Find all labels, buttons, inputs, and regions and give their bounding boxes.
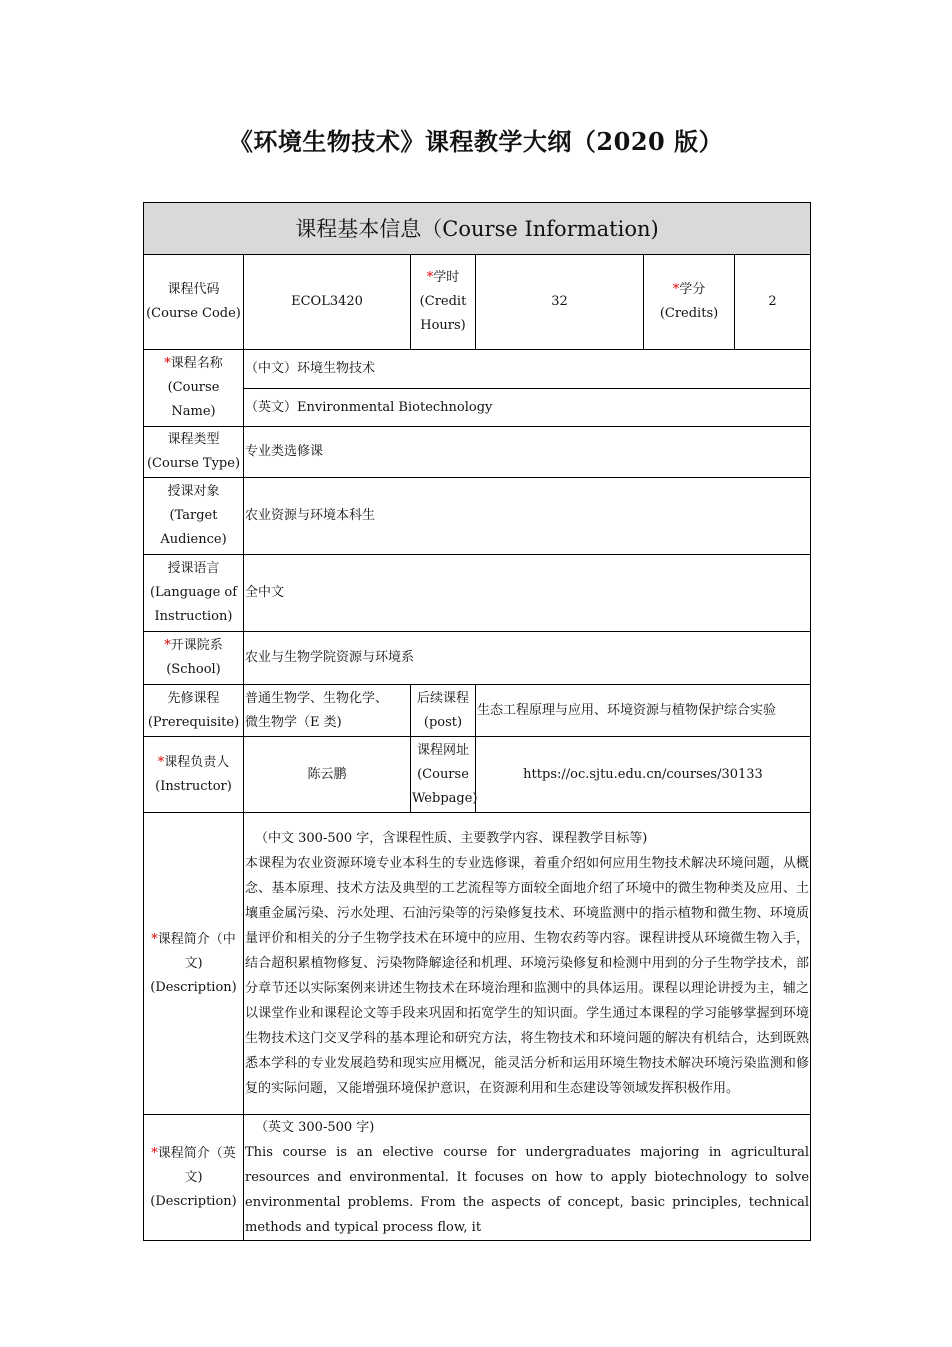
- language-label: 授课语言 (Language of Instruction): [144, 555, 244, 632]
- hours-value: 32: [476, 255, 644, 350]
- school-label: *开课院系 (School): [144, 632, 244, 685]
- webpage-link[interactable]: https://oc.sjtu.edu.cn/courses/30133: [476, 737, 811, 813]
- desc-en-label: *课程简介（英 文) (Description): [144, 1115, 244, 1241]
- desc-en-value: [244, 1115, 811, 1241]
- desc-en-hint: （英文 300-500 字): [255, 1120, 375, 1135]
- course-type-value: 专业类选修课: [244, 427, 811, 478]
- instructor-label: *课程负责人 (Instructor): [144, 737, 244, 813]
- desc-cn-text: 本课程为农业资源环境专业本科生的专业选修课，着重介绍如何应用生物技术解决环境问题，从概念、基本原理、技术方法及典型的工艺流程等方面较全面地介绍了环境中的微生物种类及应用、土壤重金属污染、污水处理、石油污染等的污染修复技术、环境监测中的指示植物和微生物、环境质量评价和相关的分子生物学技术在环境中的应用、生物农药等内容。课程讲授从环境微生物入手，结合超积累植物修复、污染物降解途径和机理、环境污染修复和检测中用到的分子生物学技术，部分章节还以实际案例来讲述生物技术在环境治理和监测中的具体运用。课程以理论讲授为主，辅之以课堂作业和课程论文等手段来巩固和拓宽学生的知识面。学生通过本课程的学习能够掌握到环境生物技术这门交叉学科的基本理论和研究方法，将生物技术和环境问题的解决有机结合，达到既熟悉本学科的专业发展趋势和现实应用概况，能灵活分析和运用环境生物技术解决环境污染监测和修复的实际问题，又能增强环境保护意识，在资源利用和生态建设等领域发挥积极作用。: [245, 856, 810, 1096]
- webpage-label: 课程网址 (Course Webpage): [411, 737, 476, 813]
- post-label: 后续课程 (post): [411, 685, 476, 737]
- post-value: 生态工程原理与应用、环境资源与植物保护综合实验: [476, 685, 811, 737]
- course-code-label: 课程代码 (Course Code): [144, 255, 244, 350]
- course-code-value: ECOL3420: [244, 255, 411, 350]
- instructor-value: 陈云鹏: [244, 737, 411, 813]
- section-header: 课程基本信息（Course Information): [144, 203, 811, 255]
- course-name-label: *课程名称 (Course Name): [144, 350, 244, 427]
- prerequisite-value: 普通生物学、生物化学、 微生物学（E 类): [244, 685, 411, 737]
- school-value: 农业与生物学院资源与环境系: [244, 632, 811, 685]
- hours-label: *学时 (Credit Hours): [411, 255, 476, 350]
- course-name-en: （英文）Environmental Biotechnology: [244, 389, 811, 427]
- desc-cn-value: [244, 813, 811, 1115]
- desc-cn-label: *课程简介（中 文) (Description): [144, 813, 244, 1115]
- prerequisite-label: 先修课程 (Prerequisite): [144, 685, 244, 737]
- desc-cn-hint: （中文 300-500 字，含课程性质、主要教学内容、课程教学目标等): [255, 831, 648, 846]
- document-title: 《环境生物技术》课程教学大纲（2020 版）: [228, 127, 724, 156]
- course-info-table: [143, 202, 811, 1241]
- language-value: 全中文: [244, 555, 811, 632]
- audience-value: 农业资源与环境本科生: [244, 478, 811, 555]
- credits-value: 2: [735, 255, 811, 350]
- course-name-cn: （中文）环境生物技术: [244, 350, 811, 389]
- audience-label: 授课对象 (Target Audience): [144, 478, 244, 555]
- desc-en-text: This course is an elective course for undergraduates majoring in agricultural resources and environmental. It focuses on how to apply biotechnology to solve environmental problems. From the aspects of concept, basic principles, technical methods and typical process flow, it: [245, 1145, 810, 1235]
- course-type-label: 课程类型 (Course Type): [144, 427, 244, 478]
- credits-label: *学分 (Credits): [644, 255, 735, 350]
